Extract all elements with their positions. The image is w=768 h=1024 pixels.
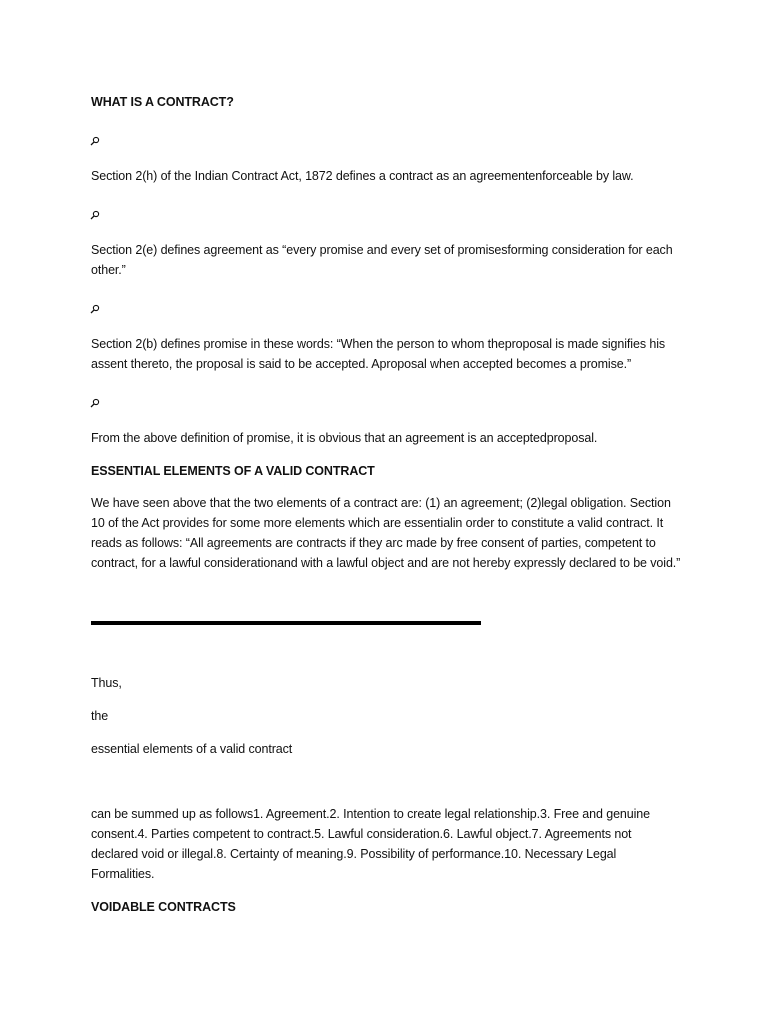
text-the: the [91,709,109,723]
text-essential-elements: essential elements of a valid contract [91,742,293,756]
paragraph-section-2e: Section 2(e) defines agreement as “every promise and every set of promisesforming consideration for each other.” [91,243,673,277]
horizontal-rule [91,621,481,625]
search-icon [90,210,100,220]
heading-essential-elements: ESSENTIAL ELEMENTS OF A VALID CONTRACT [91,464,375,478]
paragraph-section-2b: Section 2(b) defines promise in these words: “When the person to whom theproposal is made signifies his assent thereto, the proposal is said to be accepted. Aproposal when accepted becomes a promise.” [91,337,666,371]
heading-what-is-a-contract: WHAT IS A CONTRACT? [91,95,234,109]
search-icon [90,398,100,408]
paragraph-summed-up: can be summed up as follows1. Agreement.2. Intention to create legal relationship.3. Free and genuine consent.4. Parties competent to contract.5. Lawful consideration.6. Lawful object.7. Agreements not declared void or illegal.8. Certainty of meaning.9. Possibility of performance.10. Necessary Legal Formalities. [91,807,651,881]
paragraph-two-elements: We have seen above that the two elements of a contract are: (1) an agreement; (2)legal obligation. Section 10 of the Act provides for some more elements which are essentialin order to constitute a valid contract. It reads as follows: “All agreements are contracts if they arc made by free consent of parties, competent to contract, for a lawful considerationand with a lawful object and are not hereby expressly declared to be void.” [91,496,681,570]
paragraph-from-above: From the above definition of promise, it is obvious that an agreement is an acceptedproposal. [91,431,598,445]
search-icon [90,304,100,314]
paragraph-section-2h: Section 2(h) of the Indian Contract Act, 1872 defines a contract as an agreementenforceable by law. [91,169,634,183]
text-thus: Thus, [91,676,122,690]
search-icon [90,136,100,146]
heading-voidable-contracts: VOIDABLE CONTRACTS [91,900,236,914]
